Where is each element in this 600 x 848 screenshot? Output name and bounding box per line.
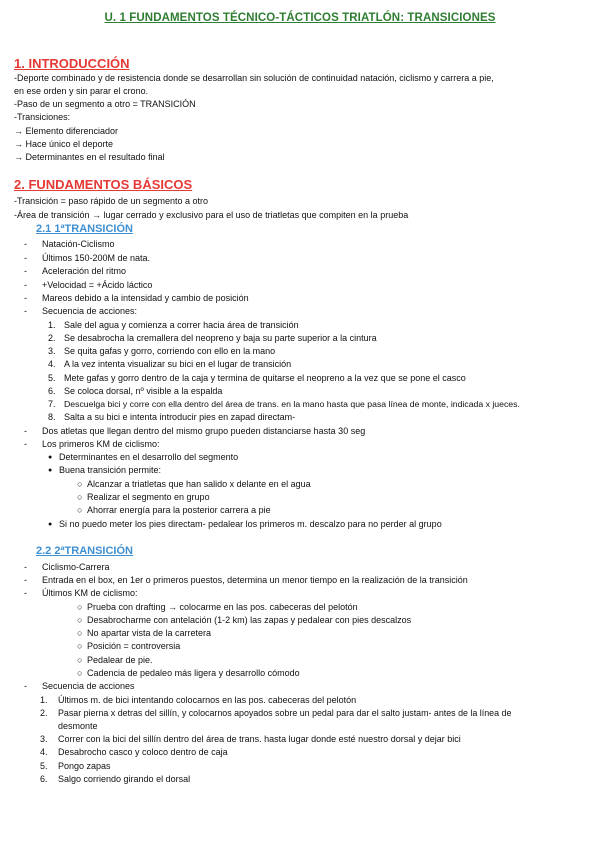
circle-marker: ○ <box>77 668 83 678</box>
dot-marker: ● <box>48 454 53 461</box>
step-number: 6. <box>40 774 48 784</box>
t1-bullet: Mareos debido a la intensidad y cambio de posición <box>42 293 249 303</box>
t1-step: Se coloca dorsal, nº visible a la espalda <box>64 386 223 396</box>
t1-step: Se desabrocha la cremallera del neopreno y baja su parte superior a la cintura <box>64 333 377 343</box>
t1-bullet: Aceleración del ritmo <box>42 266 127 276</box>
t1-circle-item: Alcanzar a triatletas que han salido x delante en el agua <box>87 479 311 489</box>
circle-marker: ○ <box>77 628 83 638</box>
t1-bullet: Últimos 150-200M de nata. <box>42 253 151 263</box>
dash-marker: - <box>24 562 27 572</box>
intro-line: → Elemento diferenciador <box>14 126 119 136</box>
step-number: 1. <box>48 320 56 330</box>
t2-step-continuation: desmonte <box>58 721 98 731</box>
subsection-heading-t2: 2.2 2ªTRANSICIÓN <box>36 545 133 557</box>
t1-dot-item: Si no puedo meter los pies directam- pedalear los primeros m. descalzo para no perder al grupo <box>59 519 442 529</box>
dash-marker: - <box>24 588 27 598</box>
t2-bullet: Últimos KM de ciclismo: <box>42 588 138 598</box>
intro-line: → Hace único el deporte <box>14 139 114 149</box>
t2-circle-item: Desabrocharme con antelación (1-2 km) las zapas y pedalear con pies descalzos <box>87 615 412 625</box>
intro-line: -Deporte combinado y de resistencia donde se desarrollan sin solución de continuidad natación, ciclismo y carrera a pie, <box>14 73 494 83</box>
dot-marker: ● <box>48 521 53 528</box>
t2-step: Correr con la bici del sillín dentro del área de trans. hasta lugar donde esté nuestro dorsal y dejar bici <box>58 734 461 744</box>
circle-marker: ○ <box>77 655 83 665</box>
dash-marker: - <box>24 306 27 316</box>
step-number: 6. <box>48 386 56 396</box>
t2-bullet: Secuencia de acciones <box>42 681 135 691</box>
intro-line: → Determinantes en el resultado final <box>14 152 165 162</box>
section-heading-fundamentos: 2. FUNDAMENTOS BÁSICOS <box>14 177 193 192</box>
step-number: 3. <box>40 734 48 744</box>
t1-step: Descuelga bici y corre con ella dentro del área de trans. en la mano hasta que pasa línea de monte, indicada x jueces. <box>64 399 520 409</box>
dash-marker: - <box>24 293 27 303</box>
step-number: 4. <box>40 747 48 757</box>
step-number: 8. <box>48 412 56 422</box>
t1-dot-item: Buena transición permite: <box>59 465 162 475</box>
dash-marker: - <box>24 575 27 585</box>
t2-circle-item: Posición = controversia <box>87 641 181 651</box>
step-number: 1. <box>40 695 48 705</box>
step-number: 5. <box>40 761 48 771</box>
fundamentals-line: -Transición = paso rápido de un segmento a otro <box>14 196 209 206</box>
t2-step: Pongo zapas <box>58 761 111 771</box>
intro-line: -Paso de un segmento a otro = TRANSICIÓN <box>14 99 196 109</box>
step-number: 5. <box>48 373 56 383</box>
circle-marker: ○ <box>77 602 83 612</box>
step-number: 2. <box>40 708 48 718</box>
t2-step: Salgo corriendo girando el dorsal <box>58 774 191 784</box>
intro-line: -Transiciones: <box>14 112 71 122</box>
dash-marker: - <box>24 426 27 436</box>
t2-circle-item: No apartar vista de la carretera <box>87 628 212 638</box>
document-title: U. 1 FUNDAMENTOS TÉCNICO-TÁCTICOS TRIATLÓN: TRANSICIONES <box>104 12 496 24</box>
t1-step: Se quita gafas y gorro, corriendo con ello en la mano <box>64 346 276 356</box>
t2-bullet: Ciclismo-Carrera <box>42 562 110 572</box>
t1-step: Sale del agua y comienza a correr hacia área de transición <box>64 320 299 330</box>
t2-step: Desabrocho casco y coloco dentro de caja <box>58 747 228 757</box>
t2-circle-item: Pedalear de pie. <box>87 655 153 665</box>
t1-bullet: +Velocidad = +Ácido láctico <box>42 280 153 290</box>
step-number: 7. <box>48 399 56 409</box>
t2-step: Últimos m. de bici intentando colocarnos en las pos. cabeceras del pelotón <box>58 695 357 705</box>
t2-step: Pasar pierna x detras del sillín, y colocarnos apoyados sobre un pedal para dar el salto justam- antes de la línea de <box>58 708 512 718</box>
t1-bullet: Natación-Ciclismo <box>42 239 115 249</box>
step-number: 2. <box>48 333 56 343</box>
dash-marker: - <box>24 439 27 449</box>
dash-marker: - <box>24 266 27 276</box>
subsection-heading-t1: 2.1 1ªTRANSICIÓN <box>36 223 133 235</box>
t1-bullet: Los primeros KM de ciclismo: <box>42 439 160 449</box>
circle-marker: ○ <box>77 615 83 625</box>
circle-marker: ○ <box>77 641 83 651</box>
t1-step: A la vez intenta visualizar su bici en el lugar de transición <box>64 359 292 369</box>
circle-marker: ○ <box>77 492 83 502</box>
dash-marker: - <box>24 681 27 691</box>
fundamentals-line: -Área de transición → lugar cerrado y exclusivo para el uso de triatletas que compiten en la prueba <box>14 210 409 220</box>
t1-bullet: Dos atletas que llegan dentro del mismo grupo pueden distanciarse hasta 30 seg <box>42 426 366 436</box>
t1-dot-item: Determinantes en el desarrollo del segmento <box>59 452 239 462</box>
dot-marker: ● <box>48 467 53 474</box>
step-number: 3. <box>48 346 56 356</box>
t2-circle-item: Prueba con drafting → colocarme en las pos. cabeceras del pelotón <box>87 602 358 612</box>
t2-bullet: Entrada en el box, en 1er o primeros puestos, determina un menor tiempo en la realización de la transición <box>42 575 468 585</box>
intro-line: en ese orden y sin parar el crono. <box>14 86 149 96</box>
t2-circle-item: Cadencia de pedaleo más ligera y desarrollo cómodo <box>87 668 300 678</box>
dash-marker: - <box>24 253 27 263</box>
circle-marker: ○ <box>77 505 83 515</box>
t1-step: Mete gafas y gorro dentro de la caja y termina de quitarse el neopreno a la vez que se pone el casco <box>64 373 466 383</box>
step-number: 4. <box>48 359 56 369</box>
dash-marker: - <box>24 239 27 249</box>
t1-step: Salta a su bici e intenta introducir pies en zapad directam- <box>64 412 296 422</box>
circle-marker: ○ <box>77 479 83 489</box>
t1-bullet: Secuencia de acciones: <box>42 306 138 316</box>
section-heading-introduccion: 1. INTRODUCCIÓN <box>14 56 130 71</box>
t1-circle-item: Realizar el segmento en grupo <box>87 492 210 502</box>
dash-marker: - <box>24 280 27 290</box>
t1-circle-item: Ahorrar energía para la posterior carrera a pie <box>87 505 271 515</box>
